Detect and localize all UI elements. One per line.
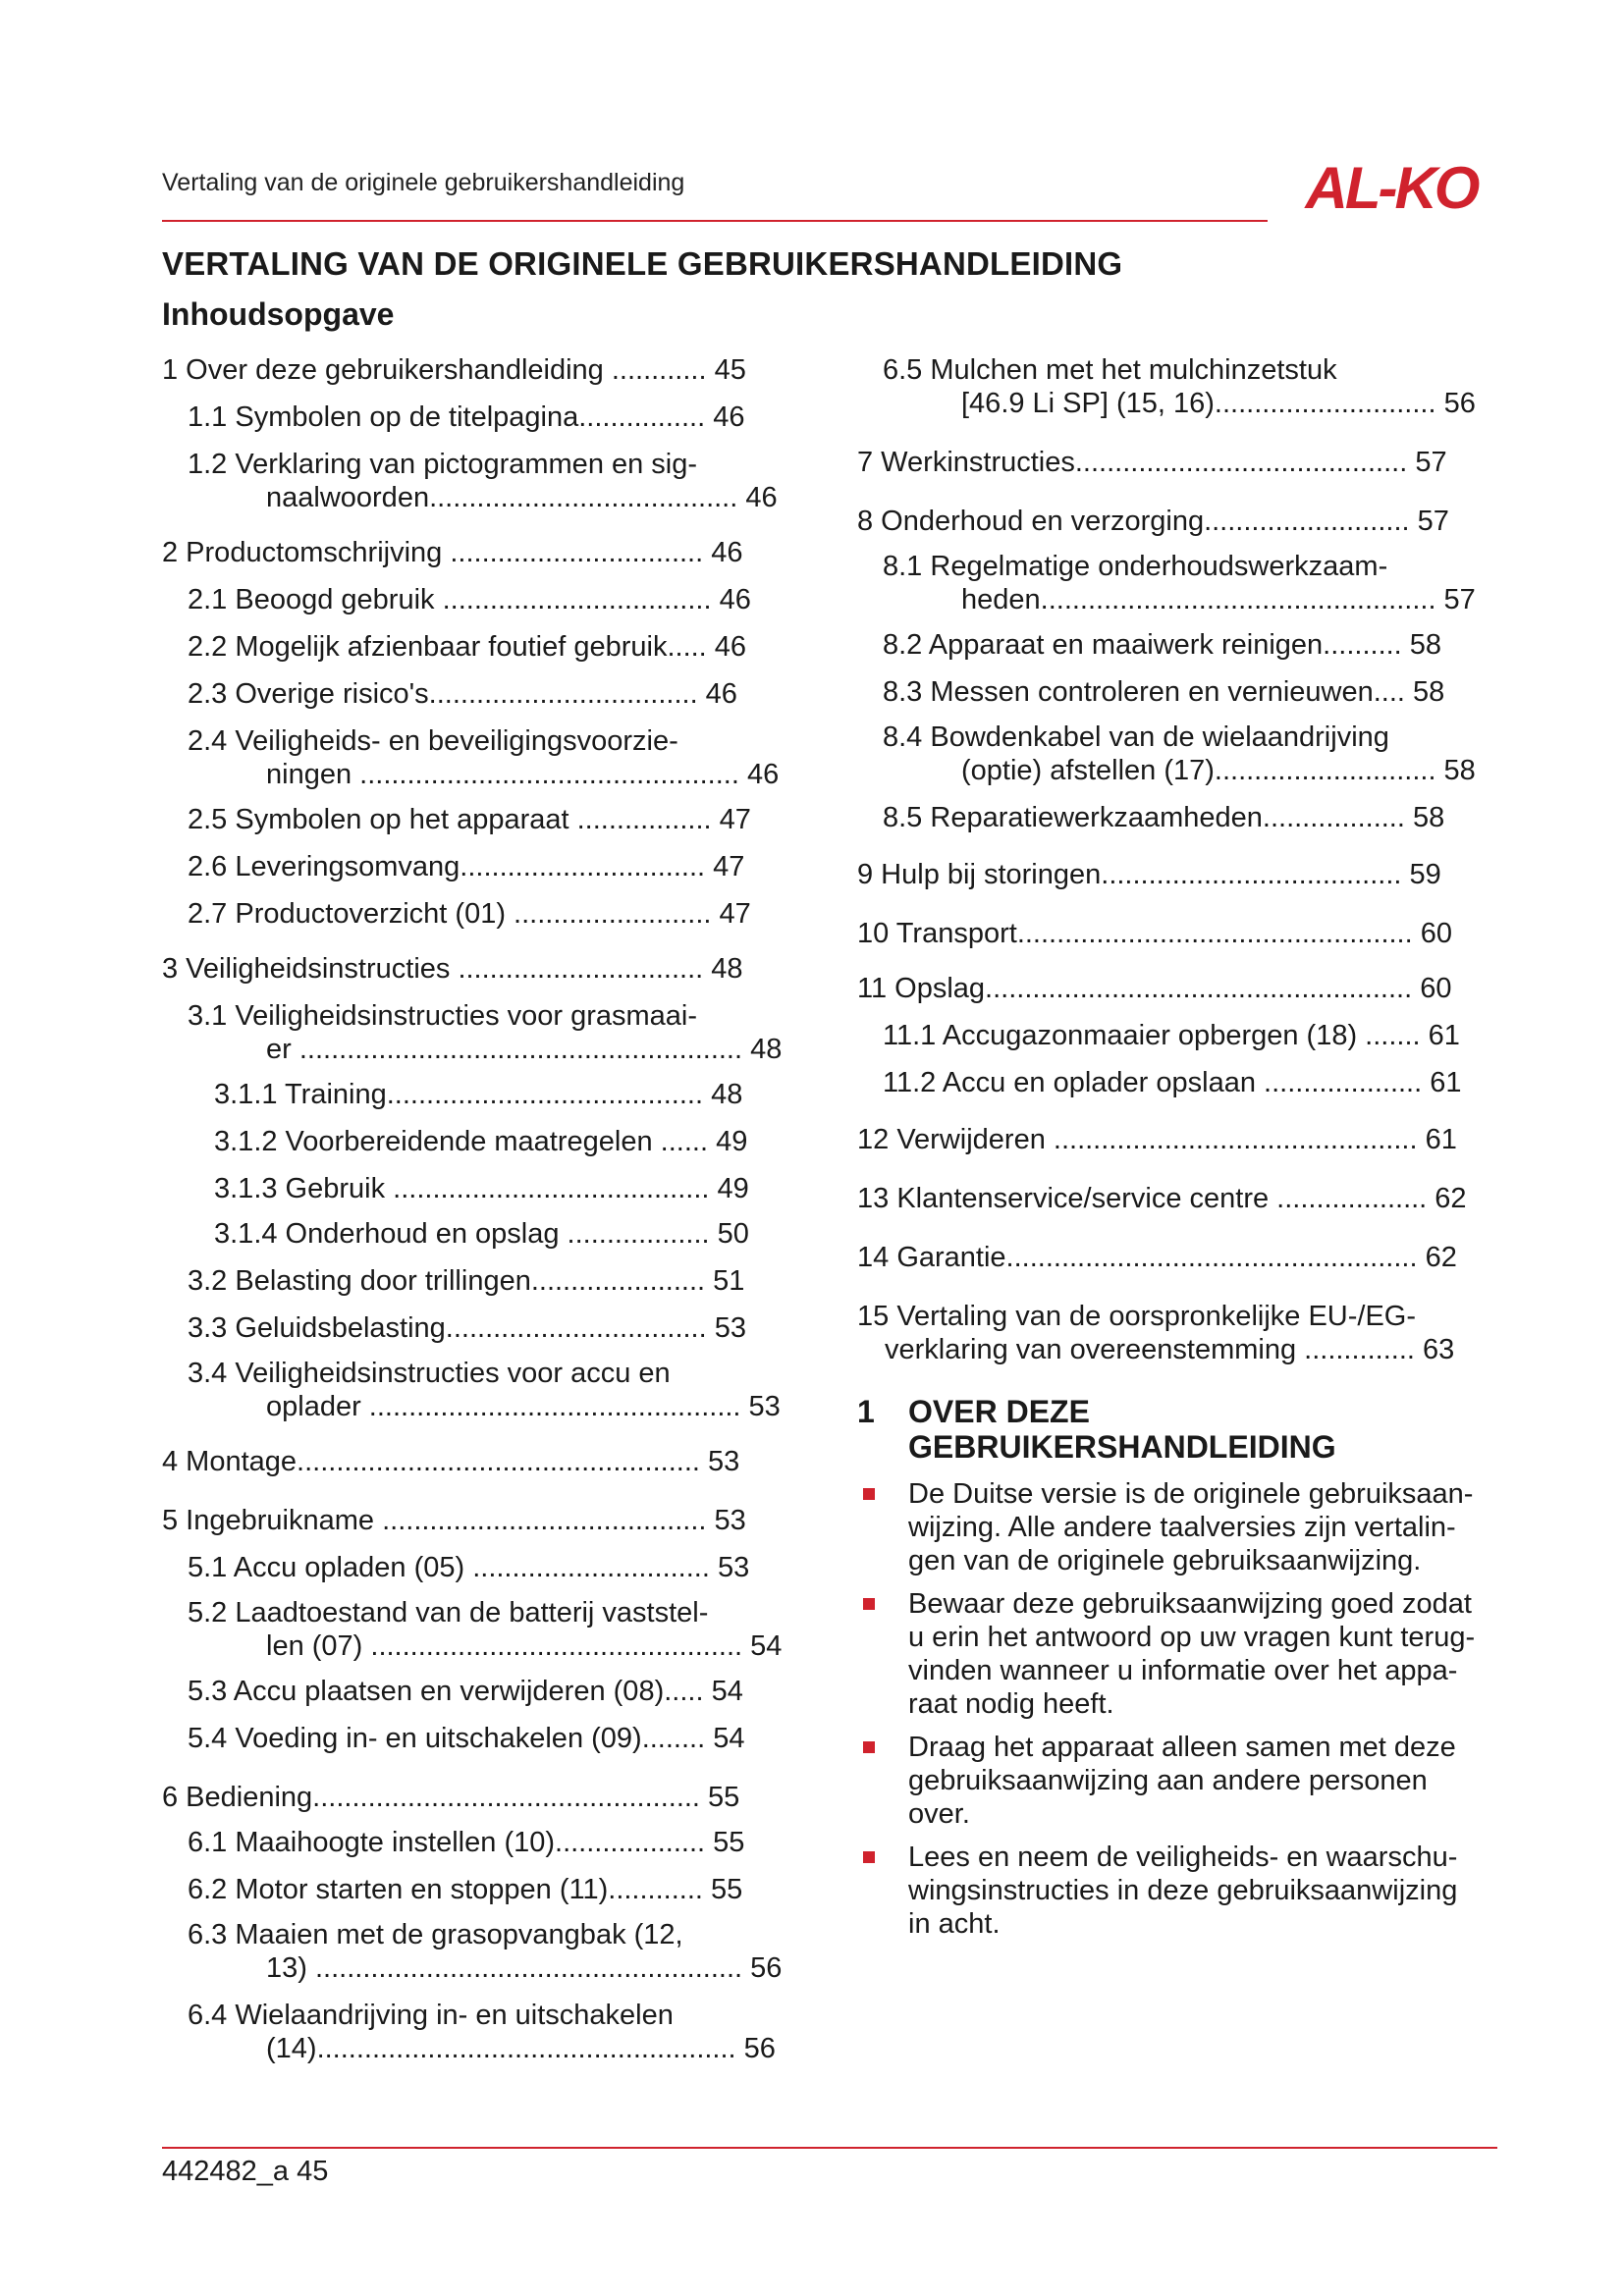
toc-entry[interactable] (162, 448, 800, 514)
toc-entry[interactable] (162, 1999, 800, 2065)
toc-entry[interactable] (162, 952, 800, 986)
toc-entry-continuation: (14)..................................................... 56 (266, 2033, 776, 2064)
toc-entry-continuation: [46.9 Li SP] (15, 16)............................ 56 (961, 388, 1476, 419)
bullet-square-icon (863, 1851, 875, 1863)
toc-entry[interactable] (162, 630, 800, 664)
alko-logo (1286, 157, 1497, 216)
toc-entry-title: 14 Garantie.................................................... 62 (857, 1242, 1457, 1273)
bullet-text-line: vinden wanneer u informatie over het appa- (908, 1655, 1458, 1686)
toc-entry[interactable] (857, 446, 1495, 479)
toc-entry-title: 1.2 Verklaring van pictogrammen en sig- (188, 449, 698, 480)
toc-entry[interactable] (162, 999, 800, 1066)
toc-entry-title: 2.3 Overige risico's.................................. 46 (188, 678, 737, 710)
toc-entry-title: 4 Montage................................................... 53 (162, 1446, 740, 1477)
toc-entry[interactable] (857, 550, 1495, 616)
toc-entry-title: 6.1 Maaihoogte instellen (10)................... 55 (188, 1827, 745, 1858)
bullet-text-line: over. (908, 1798, 970, 1830)
toc-entry[interactable] (162, 353, 800, 387)
bullet-text-line: raat nodig heeft. (908, 1688, 1114, 1720)
toc-entry[interactable] (857, 858, 1495, 891)
toc-entry-title: 2.5 Symbolen op het apparaat ................. 47 (188, 804, 751, 835)
toc-entry-title: 11 Opslag...................................................... 60 (857, 973, 1452, 1004)
toc-entry-title: 12 Verwijderen .............................................. 61 (857, 1124, 1457, 1155)
toc-entry[interactable] (857, 1241, 1495, 1274)
toc-entry[interactable] (162, 1445, 800, 1478)
toc-entry[interactable] (162, 1596, 800, 1663)
toc-entry-title: 8.5 Reparatiewerkzaamheden.................. 58 (883, 802, 1445, 833)
toc-entry-title: 2.2 Mogelijk afzienbaar foutief gebruik..... 46 (188, 631, 747, 663)
toc-entry[interactable] (162, 803, 800, 836)
toc-entry-title: 3.1 Veiligheidsinstructies voor grasmaai- (188, 1000, 698, 1032)
section-title-line1: OVER DEZE (908, 1394, 1090, 1429)
footer-divider (162, 2147, 1497, 2149)
toc-left-column (162, 353, 800, 2079)
bullet-text-line: u erin het antwoord op uw vragen kunt terug- (908, 1622, 1476, 1653)
bullet-item (857, 1731, 1495, 1831)
toc-entry-continuation: naalwoorden....................................... 46 (266, 482, 778, 513)
toc-entry-title: 2.1 Beoogd gebruik .................................. 46 (188, 584, 751, 615)
toc-entry[interactable] (162, 1722, 800, 1755)
toc-entry-title: 8.3 Messen controleren en vernieuwen.... 58 (883, 676, 1445, 708)
bullet-square-icon (863, 1488, 875, 1500)
toc-entry-title: 5.4 Voeding in- en uitschakelen (09)........ 54 (188, 1723, 745, 1754)
toc-entry[interactable] (857, 1019, 1495, 1052)
section-title-line2: GEBRUIKERSHANDLEIDING (908, 1429, 1336, 1465)
toc-entry[interactable] (162, 1357, 800, 1423)
bullet-item (857, 1841, 1495, 1941)
toc-entry[interactable] (162, 1675, 800, 1708)
toc-entry-title: 11.2 Accu en oplader opslaan .................... 61 (883, 1067, 1462, 1098)
toc-entry[interactable] (857, 505, 1495, 538)
toc-entry-title: 15 Vertaling van de oorspronkelijke EU-/EG- (857, 1301, 1417, 1332)
toc-entry[interactable] (162, 1873, 800, 1906)
toc-entry[interactable] (162, 1078, 800, 1111)
toc-entry[interactable] (857, 917, 1495, 950)
toc-entry-title: 8 Onderhoud en verzorging.......................... 57 (857, 506, 1449, 537)
toc-entry-title: 6.3 Maaien met de grasopvangbak (12, (188, 1919, 683, 1950)
page-footer: 442482_a 45 (162, 2156, 329, 2187)
toc-entry-continuation: verklaring van overeenstemming .............. 63 (885, 1334, 1455, 1365)
toc-entry-title: 5.2 Laadtoestand van de batterij vaststel- (188, 1597, 709, 1629)
toc-entry[interactable] (857, 721, 1495, 787)
toc-entry-title: 3.1.2 Voorbereidende maatregelen ...... 49 (214, 1126, 748, 1157)
toc-entry-title: 3.1.4 Onderhoud en opslag .................. 50 (214, 1218, 749, 1250)
bullet-text-line: Draag het apparaat alleen samen met deze (908, 1732, 1456, 1763)
bullet-list (857, 1477, 1495, 1950)
toc-entry-continuation: oplader ............................................... 53 (266, 1391, 781, 1422)
toc-entry[interactable] (162, 1918, 800, 1985)
toc-entry-continuation: ningen ................................................ 46 (266, 759, 780, 790)
toc-entry[interactable] (162, 897, 800, 931)
toc-entry[interactable] (162, 536, 800, 569)
toc-entry-title: 8.2 Apparaat en maaiwerk reinigen.......... 58 (883, 629, 1442, 661)
toc-entry[interactable] (162, 1311, 800, 1345)
toc-entry-title: 5.3 Accu plaatsen en verwijderen (08)..... 54 (188, 1676, 743, 1707)
toc-entry[interactable] (857, 1123, 1495, 1156)
toc-entry-title: 1 Over deze gebruikershandleiding ............ 45 (162, 354, 746, 386)
toc-entry-title: 6.5 Mulchen met het mulchinzetstuk (883, 354, 1337, 386)
header-divider (162, 220, 1268, 222)
toc-entry-title: 6.2 Motor starten en stoppen (11)............ 55 (188, 1874, 743, 1905)
toc-entry-title: 3 Veiligheidsinstructies ............................... 48 (162, 953, 743, 985)
toc-entry[interactable] (162, 677, 800, 711)
toc-entry-title: 2 Productomschrijving ................................ 46 (162, 537, 743, 568)
toc-entry-title: 6 Bediening................................................. 55 (162, 1782, 740, 1813)
toc-entry-continuation: 13) ...................................................... 56 (266, 1952, 783, 1984)
bullet-text-line: De Duitse versie is de originele gebruiksaan- (908, 1478, 1474, 1510)
alko-logo-text: AL-KO (1305, 157, 1478, 216)
toc-entry-continuation: (optie) afstellen (17)............................ 58 (961, 755, 1476, 786)
toc-entry[interactable] (162, 1264, 800, 1298)
toc-entry-title: 3.1.1 Training........................................ 48 (214, 1079, 743, 1110)
toc-entry[interactable] (162, 1826, 800, 1859)
toc-entry-title: 3.3 Geluidsbelasting................................. 53 (188, 1312, 746, 1344)
toc-right-column (857, 353, 1495, 1380)
toc-entry[interactable] (162, 1217, 800, 1251)
toc-entry[interactable] (162, 1781, 800, 1814)
section-number: 1 (857, 1394, 875, 1429)
toc-entry[interactable] (162, 1172, 800, 1205)
toc-entry-title: 3.4 Veiligheidsinstructies voor accu en (188, 1358, 671, 1389)
toc-entry-title: 11.1 Accugazonmaaier opbergen (18) ....... 61 (883, 1020, 1460, 1051)
toc-entry-title: 2.6 Leveringsomvang............................... 47 (188, 851, 745, 882)
toc-entry[interactable] (162, 1504, 800, 1537)
toc-entry-title: 9 Hulp bij storingen...................................... 59 (857, 859, 1441, 890)
toc-entry[interactable] (162, 850, 800, 883)
toc-entry[interactable] (857, 972, 1495, 1005)
bullet-text-line: Bewaar deze gebruiksaanwijzing goed zodat (908, 1588, 1472, 1620)
toc-entry-title: 8.4 Bowdenkabel van de wielaandrijving (883, 721, 1389, 753)
toc-entry-title: 13 Klantenservice/service centre ................... 62 (857, 1183, 1467, 1214)
document-title: VERTALING VAN DE ORIGINELE GEBRUIKERSHANDLEIDING (162, 245, 1123, 282)
toc-entry-title: 1.1 Symbolen op de titelpagina................ 46 (188, 401, 745, 433)
bullet-text-line: wingsinstructies in deze gebruiksaanwijzing (908, 1875, 1458, 1906)
section-heading (857, 1394, 1336, 1465)
toc-entry-title: 2.4 Veiligheids- en beveiligingsvoorzie- (188, 725, 678, 757)
bullet-square-icon (863, 1598, 875, 1610)
toc-entry[interactable] (857, 801, 1495, 834)
bullet-text-line: gen van de originele gebruiksaanwijzing. (908, 1545, 1422, 1576)
toc-entry-title: 8.1 Regelmatige onderhoudswerkzaam- (883, 551, 1388, 582)
toc-heading: Inhoudsopgave (162, 296, 395, 332)
bullet-text-line: Lees en neem de veiligheids- en waarschu- (908, 1842, 1458, 1873)
toc-entry[interactable] (857, 353, 1495, 420)
toc-entry-title: 10 Transport.................................................. 60 (857, 918, 1452, 949)
bullet-item (857, 1587, 1495, 1721)
bullet-square-icon (863, 1741, 875, 1753)
toc-entry-title: 5 Ingebruikname ......................................... 53 (162, 1505, 746, 1536)
toc-entry-continuation: heden.................................................. 57 (961, 584, 1476, 615)
toc-entry[interactable] (162, 1125, 800, 1158)
toc-entry-continuation: len (07) ............................................... 54 (266, 1630, 783, 1662)
toc-entry-title: 6.4 Wielaandrijving in- en uitschakelen (188, 2000, 674, 2031)
bullet-text-line: in acht. (908, 1908, 1001, 1940)
toc-entry[interactable] (857, 1066, 1495, 1099)
toc-entry-title: 7 Werkinstructies.......................................... 57 (857, 447, 1447, 478)
toc-entry-continuation: er ........................................................ 48 (266, 1034, 783, 1065)
toc-entry[interactable] (857, 675, 1495, 709)
bullet-item (857, 1477, 1495, 1577)
toc-entry-title: 3.1.3 Gebruik ........................................ 49 (214, 1173, 749, 1204)
toc-entry[interactable] (857, 628, 1495, 662)
bullet-text-line: wijzing. Alle andere taalversies zijn vertalin- (908, 1512, 1456, 1543)
toc-entry[interactable] (162, 400, 800, 434)
toc-entry[interactable] (162, 1551, 800, 1584)
bullet-text-line: gebruiksaanwijzing aan andere personen (908, 1765, 1428, 1796)
toc-entry[interactable] (162, 724, 800, 791)
running-header: Vertaling van de originele gebruikershandleiding (162, 169, 685, 196)
toc-entry[interactable] (857, 1300, 1495, 1366)
toc-entry[interactable] (162, 583, 800, 616)
toc-entry-title: 3.2 Belasting door trillingen...................... 51 (188, 1265, 745, 1297)
toc-entry-title: 5.1 Accu opladen (05) .............................. 53 (188, 1552, 750, 1583)
toc-entry-title: 2.7 Productoverzicht (01) ......................... 47 (188, 898, 751, 930)
toc-entry[interactable] (857, 1182, 1495, 1215)
